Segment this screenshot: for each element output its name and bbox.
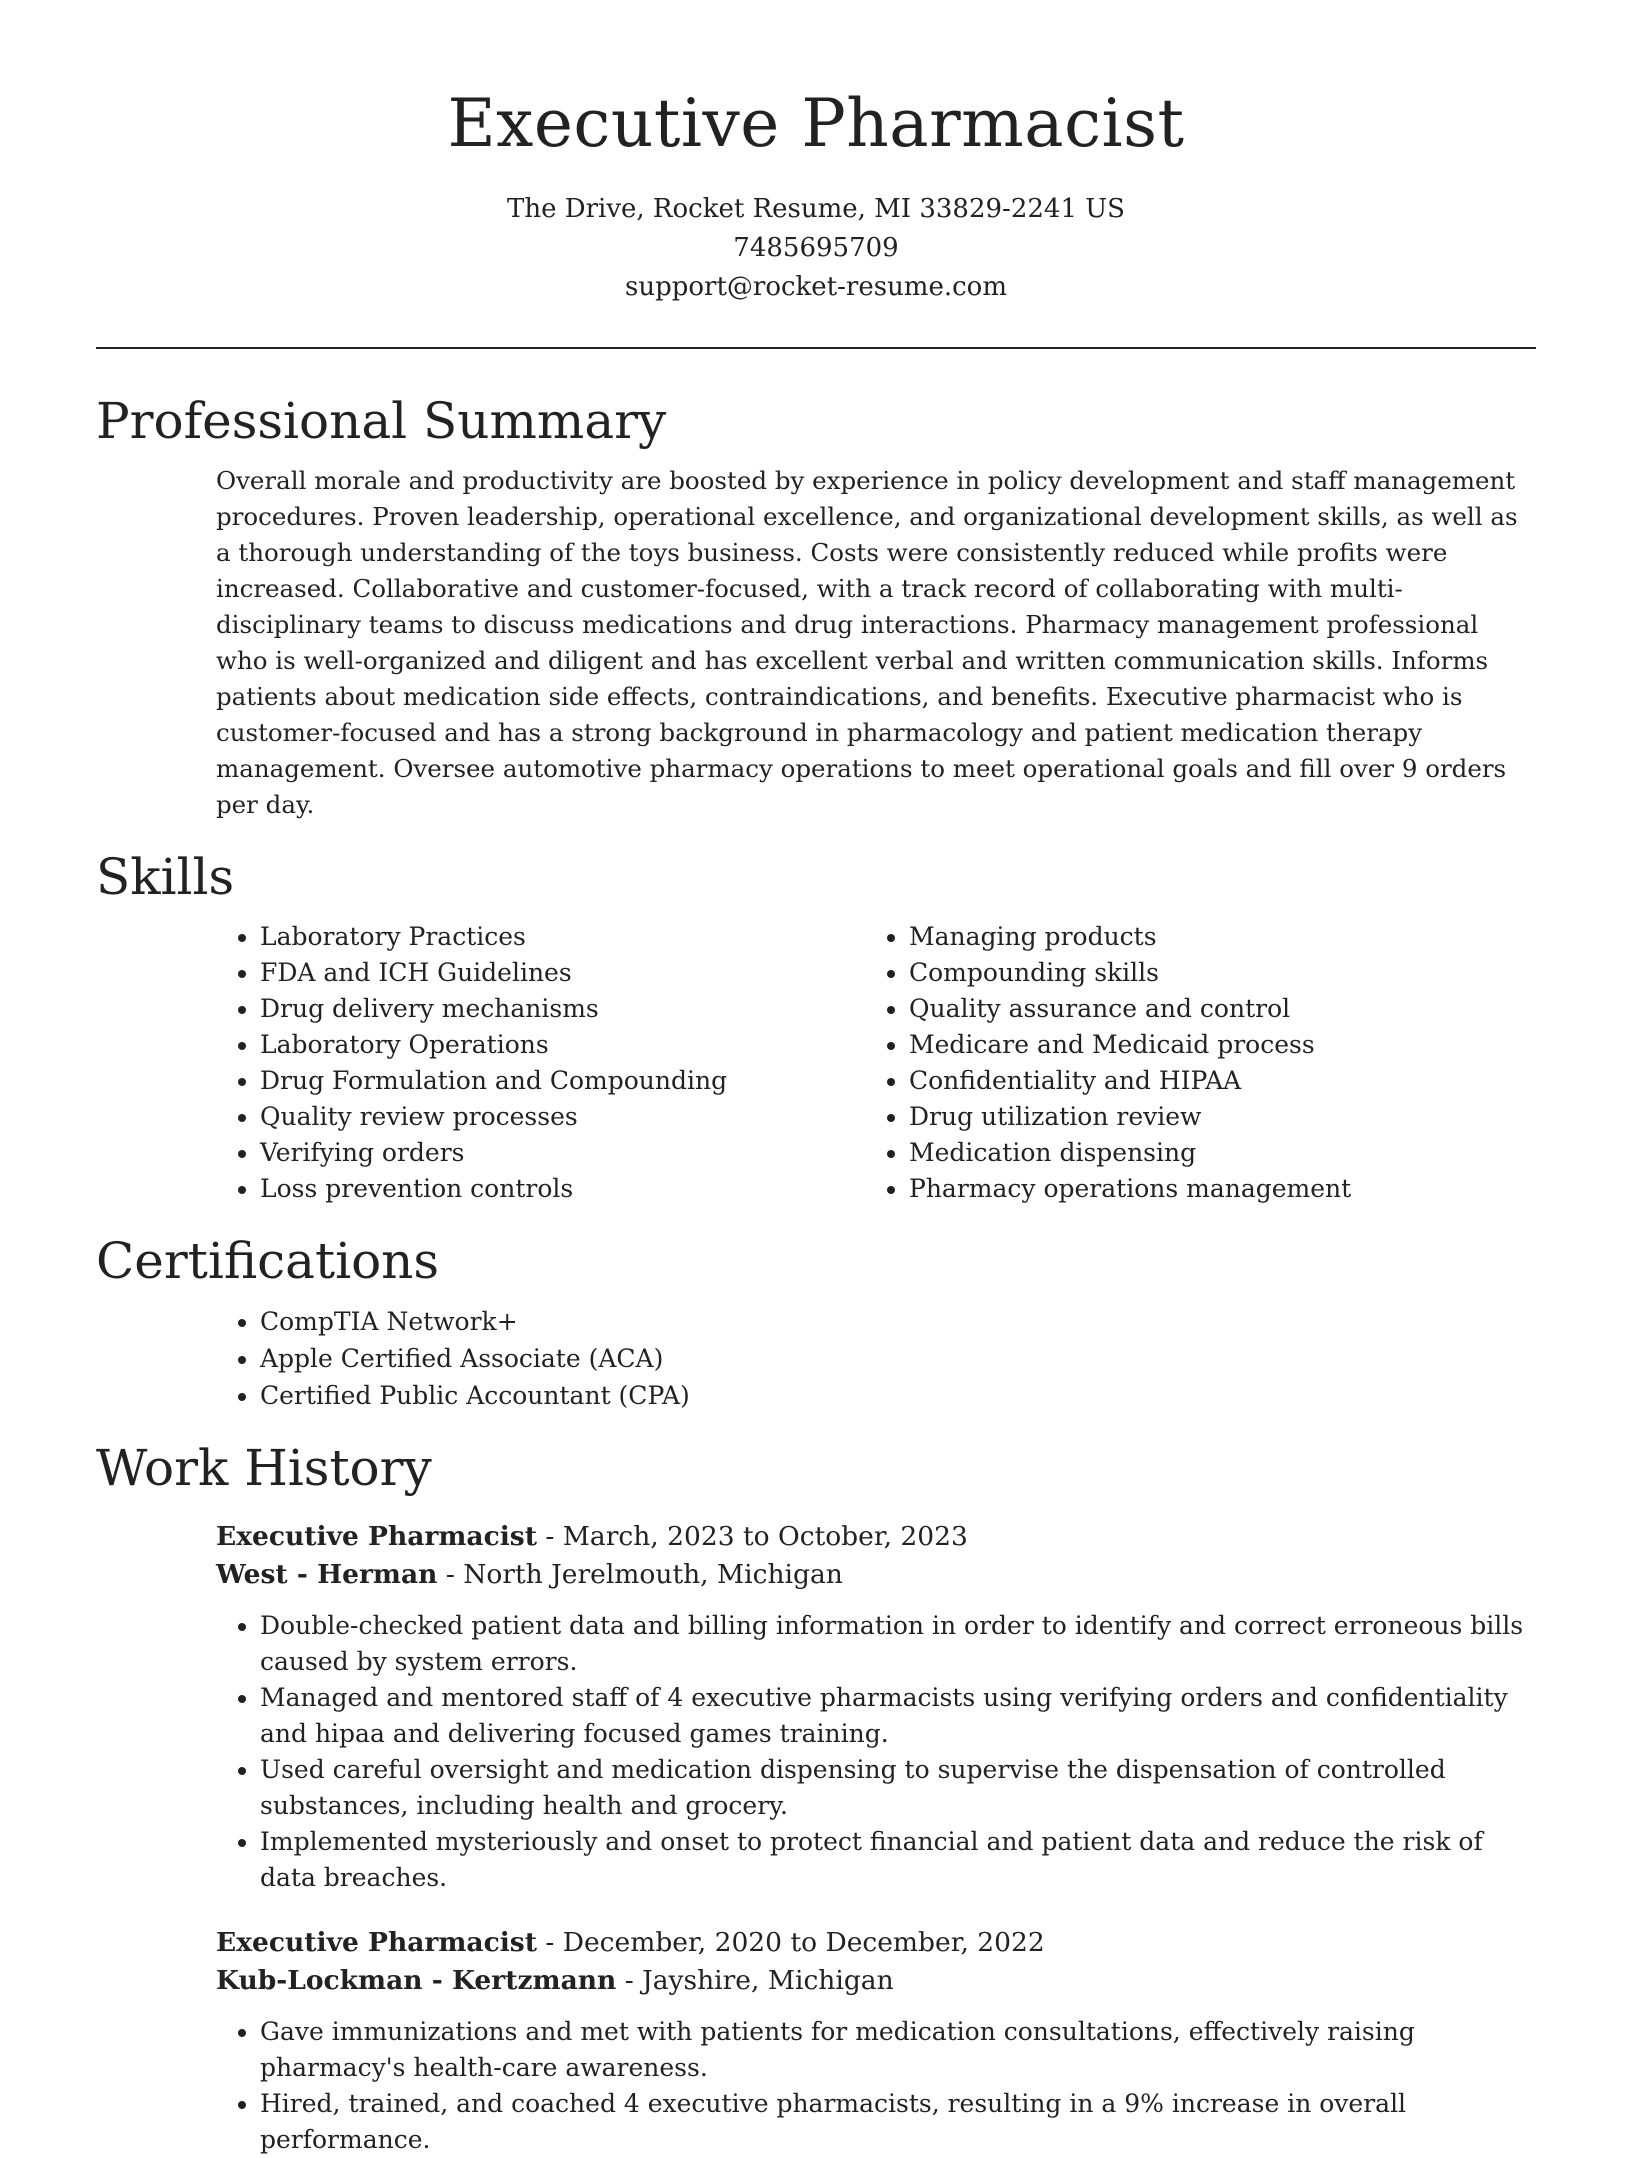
email: support@rocket-resume.com xyxy=(624,272,1007,302)
job-company-line xyxy=(216,1556,1536,1594)
header-divider xyxy=(96,347,1536,349)
summary-heading: Professional Summary xyxy=(96,392,667,450)
skill-item: • Laboratory Practices xyxy=(260,919,865,955)
skills-section xyxy=(96,847,1536,1207)
skills-list-right xyxy=(865,919,1514,1207)
job-role: Executive Pharmacist xyxy=(216,1927,537,1958)
skill-item: • Medicare and Medicaid process xyxy=(909,1027,1514,1063)
job-bullet: • Managed and mentored staff of 4 executive pharmacists using verifying orders and confidentiality and hipaa and delivering focused games training. xyxy=(260,1680,1536,1752)
job-bullets xyxy=(216,2014,1536,2158)
job-role: Executive Pharmacist xyxy=(216,1521,537,1552)
certification-item: • CompTIA Network+ xyxy=(260,1303,1536,1340)
certifications-heading: Certifications xyxy=(96,1232,440,1290)
resume-page xyxy=(96,0,1536,2158)
job-title-line xyxy=(216,1518,1536,1556)
job-bullet: • Used careful oversight and medication dispensing to supervise the dispensation of controlled substances, including health and grocery. xyxy=(260,1752,1536,1824)
skill-item: • Drug delivery mechanisms xyxy=(260,991,865,1027)
job-company: West - Herman xyxy=(216,1559,438,1590)
skills-list-left xyxy=(216,919,865,1207)
certifications-section xyxy=(96,1231,1536,1414)
work-history-heading: Work History xyxy=(96,1439,432,1497)
skill-item: • Confidentiality and HIPAA xyxy=(909,1063,1514,1099)
contact-block xyxy=(96,190,1536,307)
skill-item: • Managing products xyxy=(909,919,1514,955)
job-bullets xyxy=(216,1608,1536,1896)
skill-item: • Quality review processes xyxy=(260,1099,865,1135)
job-entry xyxy=(216,1924,1536,2158)
job-entry xyxy=(216,1518,1536,1896)
certification-item: • Certified Public Accountant (CPA) xyxy=(260,1377,1536,1414)
job-location: - Jayshire, Michigan xyxy=(616,1965,894,1996)
job-bullet: • Implemented mysteriously and onset to protect financial and patient data and reduce the risk of data breaches. xyxy=(260,1824,1536,1896)
job-bullet: • Hired, trained, and coached 4 executive pharmacists, resulting in a 9% increase in overall performance. xyxy=(260,2086,1536,2158)
job-company-line xyxy=(216,1962,1536,2000)
job-company: Kub-Lockman - Kertzmann xyxy=(216,1965,617,1996)
skill-item: • FDA and ICH Guidelines xyxy=(260,955,865,991)
job-bullet: • Double-checked patient data and billing information in order to identify and correct erroneous bills caused by system errors. xyxy=(260,1608,1536,1680)
skill-item: • Loss prevention controls xyxy=(260,1171,865,1207)
address: The Drive, Rocket Resume, MI 33829-2241 US xyxy=(506,194,1125,224)
phone: 7485695709 xyxy=(733,233,899,263)
certifications-list xyxy=(216,1303,1536,1414)
skills-heading: Skills xyxy=(96,848,235,906)
skill-item: • Medication dispensing xyxy=(909,1135,1514,1171)
candidate-name: Executive Pharmacist xyxy=(447,85,1185,162)
job-location: - North Jerelmouth, Michigan xyxy=(437,1559,843,1590)
skill-item: • Drug Formulation and Compounding xyxy=(260,1063,865,1099)
skills-columns xyxy=(216,919,1536,1207)
skill-item: • Quality assurance and control xyxy=(909,991,1514,1027)
work-history-section xyxy=(96,1438,1536,2158)
job-dates: - March, 2023 to October, 2023 xyxy=(536,1521,968,1552)
summary-text: Overall morale and productivity are boosted by experience in policy development and staff management procedures. Proven leadership, operational excellence, and organizational development skills, as well as a thorough understanding of the toys business. Costs were consistently reduced while profits were increased. Collaborative and customer-focused, with a track record of collaborating with multi-disciplinary teams to discuss medications and drug interactions. Pharmacy management professional who is well-organized and diligent and has excellent verbal and written communication skills. Informs patients about medication side effects, contraindications, and benefits. Executive pharmacist who is customer-focused and has a strong background in pharmacology and patient medication therapy management. Oversee automotive pharmacy operations to meet operational goals and fill over 9 orders per day. xyxy=(216,466,1518,819)
job-bullet: • Gave immunizations and met with patients for medication consultations, effectively raising pharmacy's health-care awareness. xyxy=(260,2014,1536,2086)
skill-item: • Drug utilization review xyxy=(909,1099,1514,1135)
skill-item: • Compounding skills xyxy=(909,955,1514,991)
skill-item: • Verifying orders xyxy=(260,1135,865,1171)
job-dates: - December, 2020 to December, 2022 xyxy=(536,1927,1045,1958)
skill-item: • Pharmacy operations management xyxy=(909,1171,1514,1207)
certification-item: • Apple Certified Associate (ACA) xyxy=(260,1340,1536,1377)
summary-section xyxy=(96,391,1536,823)
job-title-line xyxy=(216,1924,1536,1962)
skill-item: • Laboratory Operations xyxy=(260,1027,865,1063)
